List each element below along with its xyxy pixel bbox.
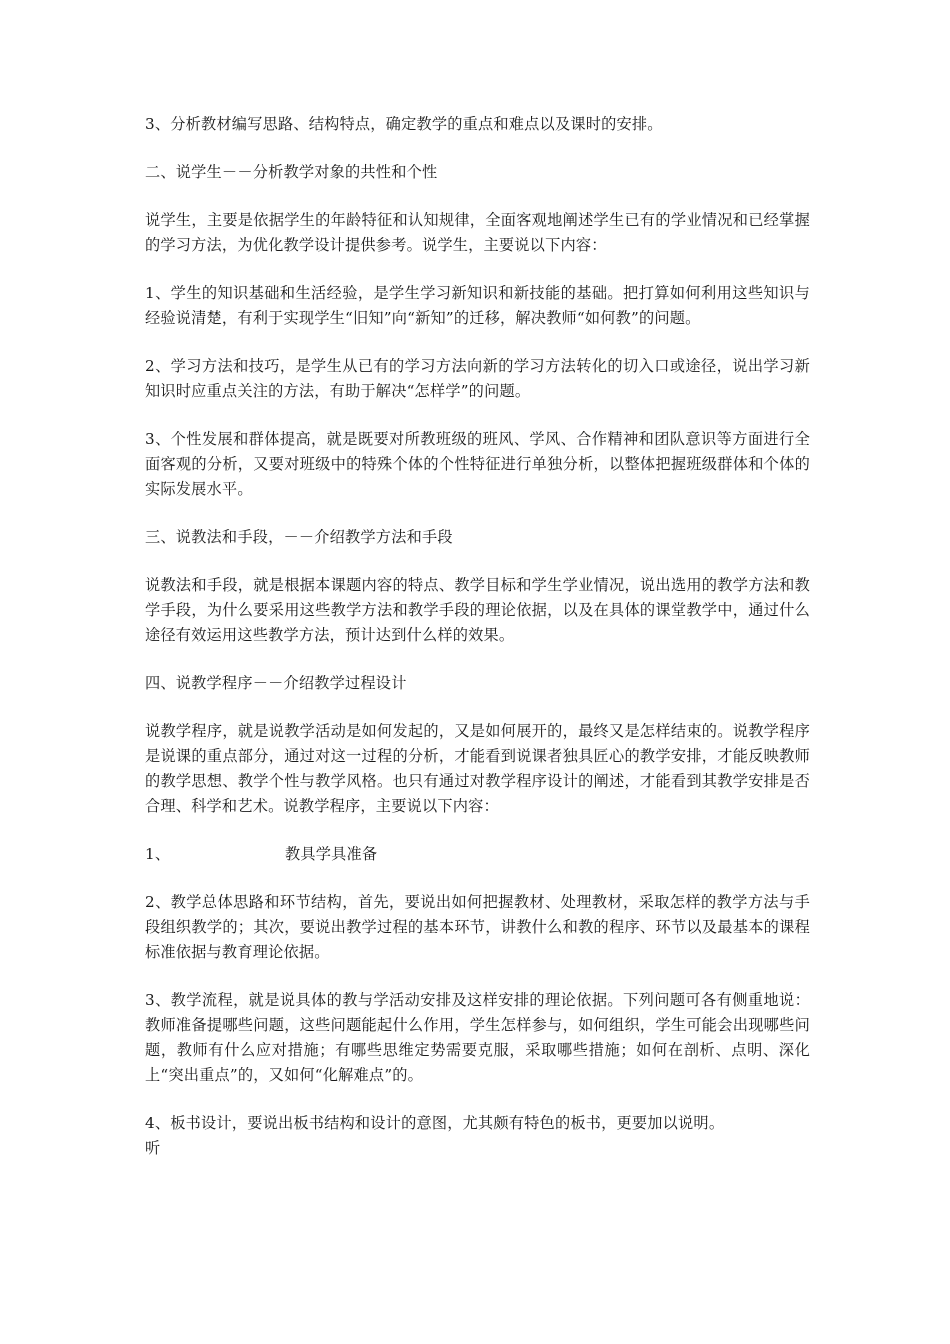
list-item [145, 842, 810, 867]
paragraph: 说教学程序，就是说教学活动是如何发起的，又是如何展开的，最终又是怎样结束的。说教学程序是说课的重点部分，通过对这一过程的分析，才能看到说课者独具匠心的教学安排，才能反映教师的教学思想、教学个性与教学风格。也只有通过对教学程序设计的阐述，才能看到其教学安排是否合理、科学和艺术。说教学程序，主要说以下内容： [145, 722, 810, 815]
paragraph: 3、个性发展和群体提高，就是既要对所教班级的班风、学风、合作精神和团队意识等方面进行全面客观的分析，又要对班级中的特殊个体的个性特征进行单独分析，以整体把握班级群体和个体的实际发展水平。 [145, 430, 810, 498]
paragraph: 3、分析教材编写思路、结构特点，确定教学的重点和难点以及课时的安排。 [145, 115, 663, 133]
list-item-text: 教具学具准备 [285, 845, 378, 863]
paragraph: 说教法和手段，就是根据本课题内容的特点、教学目标和学生学业情况，说出选用的教学方法和教学手段，为什么要采用这些教学方法和教学手段的理论依据，以及在具体的课堂教学中，通过什么途径有效运用这些教学方法，预计达到什么样的效果。 [145, 576, 810, 644]
paragraph: 说学生，主要是依据学生的年龄特征和认知规律，全面客观地阐述学生已有的学业情况和已经掌握的学习方法，为优化教学设计提供参考。说学生，主要说以下内容： [145, 211, 810, 254]
paragraph: 2、学习方法和技巧，是学生从已有的学习方法向新的学习方法转化的切入口或途径，说出学习新知识时应重点关注的方法，有助于解决“怎样学”的问题。 [145, 357, 810, 400]
section-heading: 二、说学生－－分析教学对象的共性和个性 [145, 163, 438, 181]
section-heading: 四、说教学程序－－介绍教学过程设计 [145, 674, 407, 692]
paragraph: 2、教学总体思路和环节结构，首先，要说出如何把握教材、处理教材，采取怎样的教学方法与手段组织教学的；其次，要说出教学过程的基本环节，讲教什么和教的程序、环节以及最基本的课程标准依据与教育理论依据。 [145, 893, 810, 961]
list-item-number: 1、 [145, 845, 171, 863]
document-body [145, 112, 810, 1161]
paragraph: 4、板书设计，要说出板书结构和设计的意图，尤其颇有特色的板书，更要加以说明。 [145, 1114, 725, 1132]
paragraph: 3、教学流程，就是说具体的教与学活动安排及这样安排的理论依据。下列问题可各有侧重地说：教师准备提哪些问题，这些问题能起什么作用，学生怎样参与，如何组织，学生可能会出现哪些问题，教师有什么应对措施；有哪些思维定势需要克服，采取哪些措施；如何在剖析、点明、深化上“突出重点”的，又如何“化解难点”的。 [145, 991, 810, 1084]
paragraph: 1、学生的知识基础和生活经验，是学生学习新知识和新技能的基础。把打算如何利用这些知识与经验说清楚，有利于实现学生“旧知”向“新知”的迁移，解决教师“如何教”的问题。 [145, 284, 810, 327]
trailing-text: 听 [145, 1139, 161, 1157]
section-heading: 三、说教法和手段，－－介绍教学方法和手段 [145, 528, 453, 546]
